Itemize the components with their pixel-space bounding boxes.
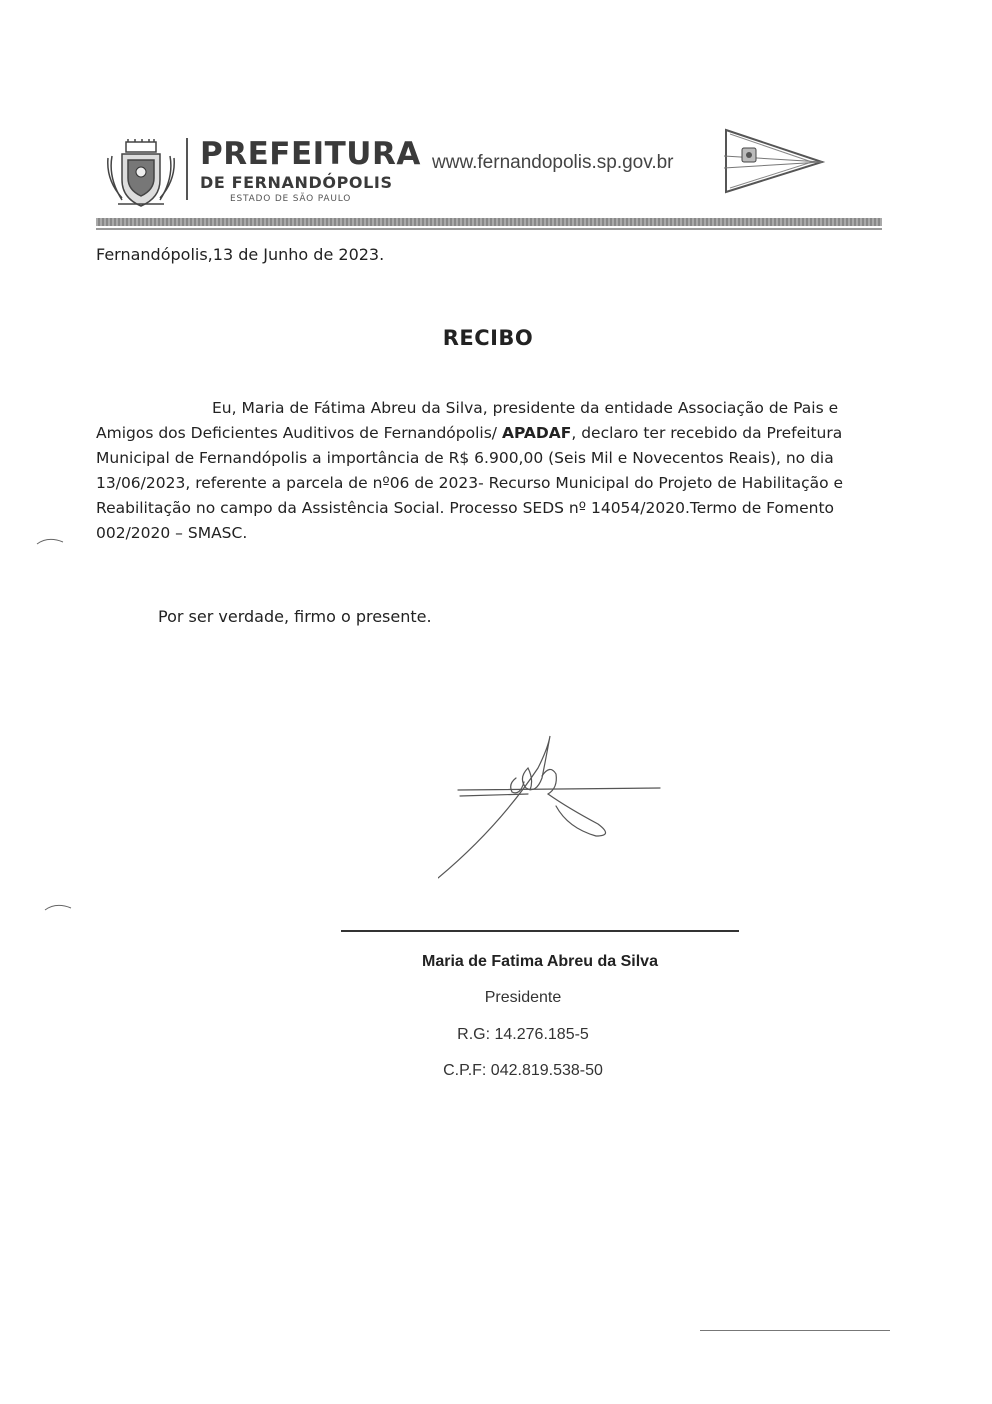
paragraph-line: Municipal de Fernandópolis a importância de R$ 6.900,00 (Seis Mil e Novecentos Reais), no dia [96, 449, 834, 467]
closing-statement: Por ser verdade, firmo o presente. [158, 607, 432, 626]
header-separator [186, 138, 188, 200]
paragraph-line: Reabilitação no campo da Assistência Social. Processo SEDS nº 14054/2020.Termo de Fomento [96, 499, 835, 517]
paragraph-line [96, 421, 866, 446]
paragraph-text: , declaro ter recebido da Prefeitura [571, 424, 843, 442]
brand-state: ESTADO DE SÃO PAULO [230, 194, 352, 204]
paragraph-line: 002/2020 – SMASC. [96, 524, 248, 542]
entity-acronym: APADAF [501, 424, 572, 442]
header-rule-thin [96, 228, 882, 230]
pennant-flag-icon [722, 126, 826, 196]
paragraph-line: 13/06/2023, referente a parcela de nº06 de 2023- Recurso Municipal do Projeto de Habilitação e [96, 474, 844, 492]
footer-line [700, 1330, 890, 1331]
signatory-cpf: C.P.F: 042.819.538-50 [443, 1062, 603, 1079]
header-rule [96, 218, 882, 226]
signatory-role: Presidente [484, 989, 562, 1006]
brand-title: PREFEITURA [200, 136, 421, 172]
website-link[interactable]: www.fernandopolis.sp.gov.br [432, 152, 674, 173]
signatory-rg: R.G: 14.276.185-5 [457, 1026, 589, 1043]
scan-mark [44, 902, 72, 912]
paragraph-line: Eu, Maria de Fátima Abreu da Silva, presidente da entidade Associação de Pais e [212, 399, 839, 417]
brand-subtitle: DE FERNANDÓPOLIS [200, 173, 393, 192]
signature-line [341, 930, 739, 932]
receipt-paragraph [96, 396, 866, 546]
handwritten-signature [438, 728, 670, 888]
coat-of-arms-icon [104, 138, 178, 210]
document-title: RECIBO [442, 326, 534, 350]
scan-mark [36, 536, 64, 546]
paragraph-text: Amigos dos Deficientes Auditivos de Fernandópolis/ [96, 424, 502, 442]
signatory-name: Maria de Fatima Abreu da Silva [422, 953, 658, 970]
date-line: Fernandópolis,13 de Junho de 2023. [96, 245, 385, 264]
